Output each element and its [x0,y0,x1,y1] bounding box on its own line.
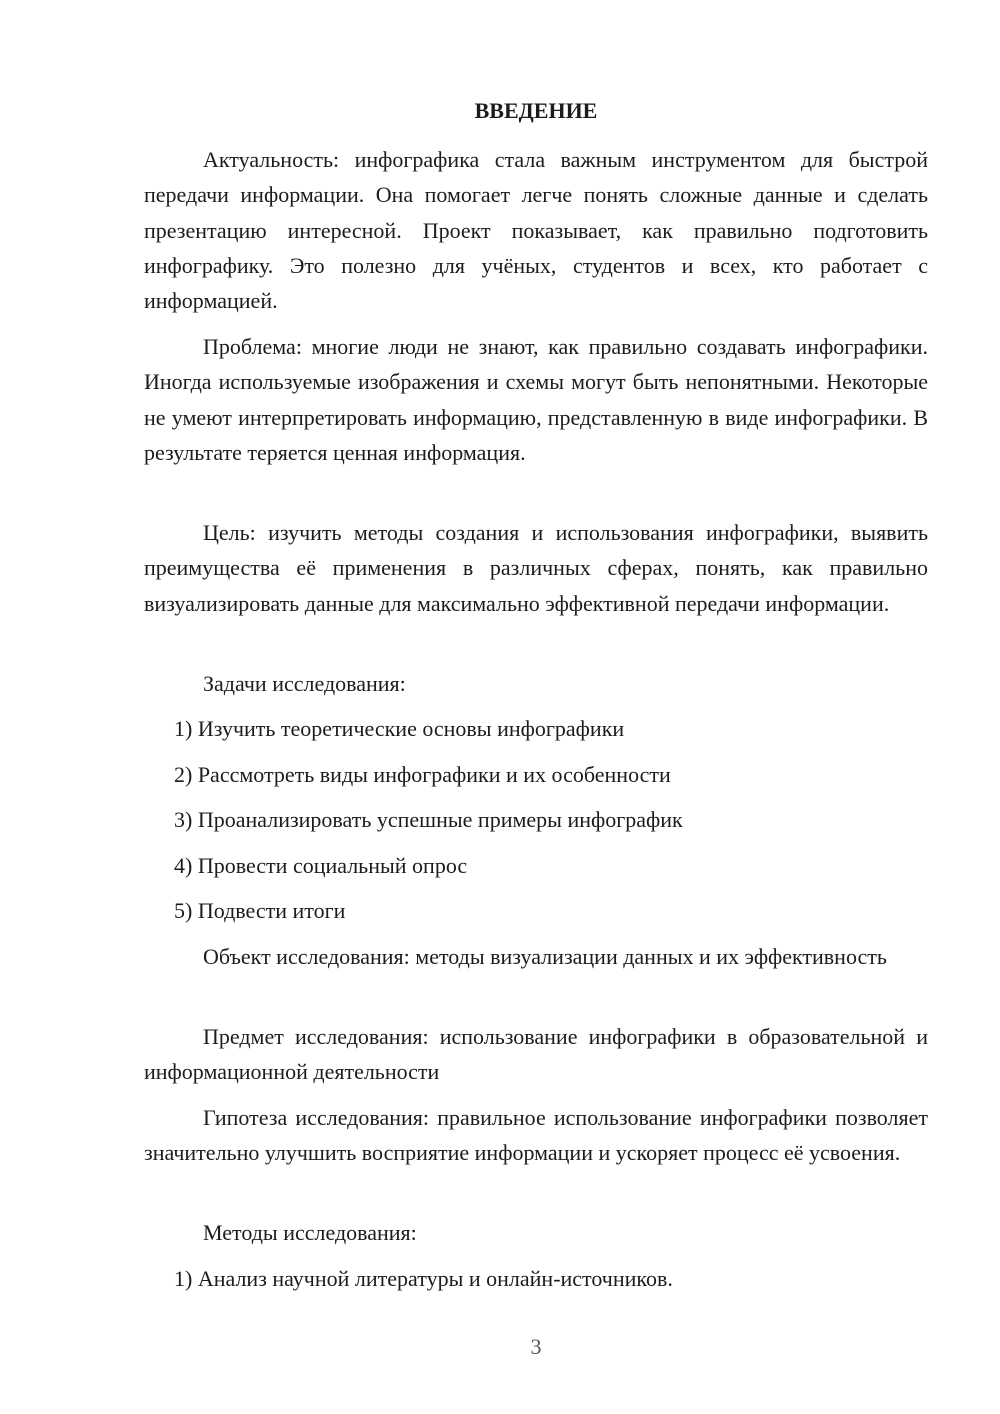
page-title: ВВЕДЕНИЕ [474,98,598,123]
goal-paragraph: Цель: изучить методы создания и использования инфографики, выявить преимущества её применения в различных сферах, понять, как правильно визуализировать данные для максимально эффективной передачи информации. [144,520,928,616]
relevance-paragraph: Актуальность: инфографика стала важным инструментом для быстрой передачи информации. Она помогает легче понять сложные данные и сделать презентацию интересной. Проект показывает, как правильно подготовить инфографику. Это полезно для учёных, студентов и всех, кто работает с информацией. [144,147,928,314]
task-item: 5) Подвести итоги [174,898,346,923]
tasks-heading: Задачи исследования: [203,671,406,696]
object-paragraph: Объект исследования: методы визуализации данных и их эффективность [203,944,887,969]
task-item: 4) Провести социальный опрос [174,853,468,878]
hypothesis-paragraph: Гипотеза исследования: правильное использование инфографики позволяет значительно улучшить восприятие информации и ускоряет процесс её усвоения. [144,1105,928,1166]
problem-paragraph: Проблема: многие люди не знают, как правильно создавать инфографики. Иногда используемые изображения и схемы могут быть непонятными. Некоторые не умеют интерпретировать информацию, представленную в виде инфографики. В результате теряется ценная информация. [144,334,928,465]
method-item: 1) Анализ научной литературы и онлайн-источников. [174,1266,673,1291]
page-number: 3 [530,1334,542,1359]
task-item: 2) Рассмотреть виды инфографики и их особенности [174,762,671,787]
methods-heading: Методы исследования: [203,1220,417,1245]
subject-paragraph: Предмет исследования: использование инфографики в образовательной и информационной деятельности [144,1024,928,1085]
task-item: 1) Изучить теоретические основы инфографики [174,716,625,741]
task-item: 3) Проанализировать успешные примеры инфографик [174,807,683,832]
